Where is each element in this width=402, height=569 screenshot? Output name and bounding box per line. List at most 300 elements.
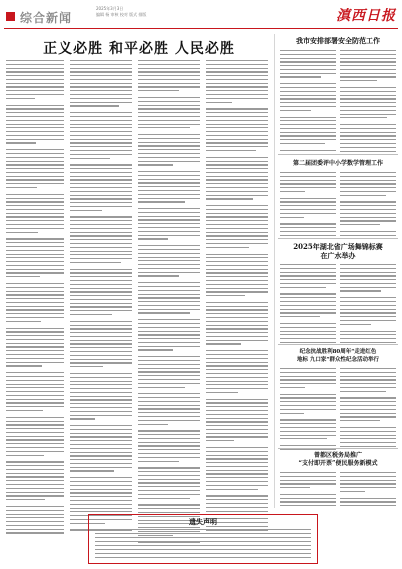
- text-line: [95, 557, 311, 558]
- text-line: [206, 239, 268, 240]
- text-line: [70, 362, 132, 363]
- text-line: [70, 94, 132, 95]
- text-line: [6, 461, 64, 462]
- text-line: [6, 484, 64, 485]
- text-line: [206, 112, 268, 113]
- text-line: [138, 356, 200, 357]
- side-article-1-body-a: [280, 50, 336, 157]
- text-line: [6, 216, 64, 217]
- text-line: [206, 161, 268, 162]
- text-line: [206, 209, 268, 210]
- text-line: [280, 76, 321, 77]
- text-line: [206, 176, 268, 177]
- text-line: [95, 549, 311, 550]
- side-article-2-body-a: [280, 172, 336, 239]
- text-line: [70, 366, 103, 367]
- text-line: [138, 194, 200, 195]
- text-line: [138, 145, 200, 146]
- text-line: [206, 243, 268, 244]
- text-line: [6, 335, 64, 336]
- text-line: [70, 321, 132, 322]
- text-line: [6, 194, 64, 195]
- text-line: [95, 537, 311, 538]
- text-line: [206, 481, 268, 482]
- text-line: [280, 183, 336, 184]
- text-line: [138, 494, 200, 495]
- text-line: [138, 449, 200, 450]
- text-line: [70, 418, 95, 419]
- text-line: [340, 80, 377, 81]
- text-line: [206, 276, 268, 277]
- text-line: [280, 110, 311, 111]
- text-line: [206, 489, 258, 490]
- text-line: [138, 412, 200, 413]
- issue-meta: [96, 6, 146, 18]
- text-line: [6, 399, 64, 400]
- text-line: [6, 521, 64, 522]
- text-line: [138, 75, 200, 76]
- side-headline-line: 2025年湖北省广场舞锦标赛: [293, 242, 383, 251]
- text-line: [206, 116, 268, 117]
- text-line: [206, 414, 268, 415]
- text-line: [138, 297, 200, 298]
- text-line: [6, 124, 64, 125]
- text-line: [340, 87, 396, 88]
- text-line: [206, 369, 268, 370]
- text-line: [280, 231, 336, 232]
- notice-title: 遗失声明: [189, 518, 217, 526]
- text-line: [6, 131, 64, 132]
- text-line: [206, 309, 268, 310]
- text-line: [206, 458, 268, 459]
- text-line: [280, 505, 336, 506]
- text-line: [70, 314, 112, 315]
- text-line: [70, 239, 132, 240]
- text-line: [340, 213, 396, 214]
- text-line: [138, 179, 200, 180]
- text-line: [206, 321, 268, 322]
- text-line: [280, 287, 326, 288]
- text-line: [6, 283, 64, 284]
- text-line: [340, 301, 396, 302]
- text-line: [280, 297, 336, 298]
- text-line: [280, 472, 336, 473]
- text-line: [138, 312, 190, 313]
- text-line: [280, 275, 336, 276]
- text-line: [70, 210, 102, 211]
- text-line: [138, 323, 200, 324]
- text-line: [6, 480, 64, 481]
- text-line: [6, 224, 64, 225]
- text-line: [340, 151, 396, 152]
- text-line: [6, 220, 64, 221]
- text-line: [340, 379, 396, 380]
- text-line: [6, 105, 64, 106]
- text-line: [206, 507, 268, 508]
- text-line: [70, 504, 132, 505]
- text-line: [70, 459, 132, 460]
- text-line: [70, 243, 132, 244]
- text-line: [280, 394, 336, 395]
- text-line: [280, 483, 336, 484]
- text-line: [280, 487, 310, 488]
- text-line: [6, 476, 64, 477]
- text-line: [206, 328, 268, 329]
- text-line: [206, 172, 268, 173]
- text-line: [6, 517, 64, 518]
- text-line: [206, 195, 268, 196]
- text-line: [6, 60, 64, 61]
- side-article-3-body-b: [340, 264, 396, 346]
- text-line: [138, 64, 200, 65]
- text-line: [70, 280, 132, 281]
- lost-notice-box: [88, 514, 318, 564]
- notice-body: [95, 529, 311, 561]
- text-line: [6, 294, 64, 295]
- text-line: [206, 60, 268, 61]
- text-line: [280, 209, 336, 210]
- text-line: [206, 462, 268, 463]
- text-line: [206, 381, 268, 382]
- text-line: [280, 191, 305, 192]
- text-line: [206, 332, 268, 333]
- text-line: [340, 320, 396, 321]
- text-line: [206, 198, 253, 199]
- text-line: [70, 247, 132, 248]
- text-line: [138, 68, 200, 69]
- text-line: [6, 228, 64, 229]
- text-line: [340, 476, 396, 477]
- text-line: [340, 124, 396, 125]
- text-line: [340, 498, 396, 499]
- text-line: [340, 305, 396, 306]
- text-line: [206, 406, 268, 407]
- text-line: [206, 466, 268, 467]
- text-line: [138, 212, 200, 213]
- text-line: [70, 216, 132, 217]
- text-line: [70, 75, 132, 76]
- text-line: [70, 425, 132, 426]
- text-line: [138, 461, 179, 462]
- text-line: [280, 272, 336, 273]
- text-line: [138, 479, 200, 480]
- text-line: [6, 317, 64, 318]
- text-line: [206, 418, 268, 419]
- text-line: [70, 303, 132, 304]
- text-line: [6, 436, 64, 437]
- text-line: [206, 131, 268, 132]
- text-line: [340, 106, 396, 107]
- text-line: [70, 120, 132, 121]
- text-line: [138, 149, 200, 150]
- text-line: [340, 405, 396, 406]
- text-line: [280, 176, 336, 177]
- text-line: [206, 187, 268, 188]
- text-line: [206, 90, 268, 91]
- text-line: [206, 421, 268, 422]
- text-line: [6, 232, 38, 233]
- text-line: [70, 202, 132, 203]
- text-line: [6, 164, 64, 165]
- text-line: [70, 83, 132, 84]
- text-line: [206, 313, 268, 314]
- text-line: [280, 120, 336, 121]
- text-line: [206, 120, 268, 121]
- text-line: [6, 183, 64, 184]
- text-line: [280, 61, 336, 62]
- text-line: [70, 228, 132, 229]
- text-line: [206, 388, 268, 389]
- newspaper-logo: 滇西日报: [336, 8, 396, 24]
- text-line: [280, 50, 336, 51]
- text-line: [280, 301, 336, 302]
- text-line: [340, 58, 396, 59]
- text-line: [70, 158, 110, 159]
- side-headline-line: 地标 九口家”群众性纪念活动举行: [296, 357, 380, 363]
- text-line: [280, 498, 336, 499]
- text-line: [6, 354, 64, 355]
- text-line: [70, 403, 132, 404]
- text-line: [6, 421, 64, 422]
- text-line: [280, 283, 336, 284]
- text-line: [138, 161, 200, 162]
- text-line: [70, 131, 132, 132]
- text-line: [95, 529, 311, 530]
- text-line: [206, 83, 268, 84]
- text-line: [280, 69, 336, 70]
- text-line: [206, 139, 268, 140]
- text-line: [206, 495, 268, 496]
- text-line: [340, 191, 396, 192]
- text-line: [70, 384, 132, 385]
- text-line: [70, 481, 132, 482]
- text-line: [70, 377, 132, 378]
- text-line: [280, 54, 336, 55]
- text-line: [70, 355, 132, 356]
- text-line: [280, 98, 336, 99]
- text-line: [206, 477, 268, 478]
- text-line: [6, 86, 64, 87]
- text-line: [340, 387, 396, 388]
- side-headline-2: [278, 158, 398, 167]
- text-line: [138, 397, 200, 398]
- text-line: [138, 430, 200, 431]
- text-line: [70, 467, 132, 468]
- side-article-4-body-b: [340, 368, 396, 450]
- text-line: [206, 425, 268, 426]
- text-line: [70, 60, 132, 61]
- text-line: [70, 448, 132, 449]
- text-line: [138, 79, 200, 80]
- text-line: [340, 324, 371, 325]
- text-line: [206, 179, 268, 180]
- text-line: [340, 368, 396, 369]
- text-line: [6, 395, 64, 396]
- text-line: [70, 310, 132, 311]
- text-line: [340, 183, 396, 184]
- text-line: [70, 139, 132, 140]
- text-line: [70, 381, 132, 382]
- text-line: [280, 180, 336, 181]
- text-line: [340, 180, 396, 181]
- text-line: [206, 235, 268, 236]
- text-line: [6, 417, 64, 418]
- text-line: [70, 429, 132, 430]
- text-line: [206, 429, 268, 430]
- text-line: [280, 205, 336, 206]
- issue-meta-line: 2025年3月3日: [96, 6, 124, 11]
- text-line: [70, 232, 132, 233]
- text-line: [206, 402, 268, 403]
- side-article-5-body-a: [280, 472, 336, 509]
- text-line: [340, 416, 396, 417]
- text-line: [280, 91, 336, 92]
- text-line: [70, 235, 132, 236]
- side-headline-5: [278, 452, 398, 468]
- text-line: [206, 302, 268, 303]
- text-line: [340, 505, 396, 506]
- text-line: [70, 68, 132, 69]
- text-line: [340, 143, 396, 144]
- text-line: [6, 465, 64, 466]
- text-line: [280, 431, 336, 432]
- text-line: [206, 485, 268, 486]
- text-line: [70, 135, 132, 136]
- side-headline-3: [278, 242, 398, 260]
- text-line: [206, 75, 268, 76]
- text-line: [138, 408, 200, 409]
- text-line: [138, 257, 200, 258]
- text-line: [70, 440, 132, 441]
- text-line: [70, 183, 132, 184]
- text-line: [70, 79, 132, 80]
- text-line: [6, 172, 64, 173]
- text-line: [340, 275, 396, 276]
- text-line: [280, 476, 336, 477]
- text-line: [280, 217, 304, 218]
- text-line: [280, 342, 336, 343]
- text-line: [280, 135, 336, 136]
- text-line: [340, 372, 396, 373]
- text-line: [340, 201, 396, 202]
- text-line: [340, 235, 396, 236]
- text-line: [138, 434, 200, 435]
- text-line: [206, 108, 268, 109]
- text-line: [70, 343, 132, 344]
- text-line: [340, 128, 396, 129]
- text-line: [206, 124, 268, 125]
- text-line: [95, 553, 311, 554]
- text-line: [280, 435, 336, 436]
- text-line: [138, 305, 200, 306]
- text-line: [6, 447, 64, 448]
- text-line: [138, 375, 200, 376]
- text-line: [138, 260, 200, 261]
- text-line: [280, 338, 336, 339]
- side-headline-line: 在广水举办: [320, 251, 356, 260]
- text-line: [6, 257, 64, 258]
- text-line: [138, 319, 200, 320]
- text-line: [70, 359, 132, 360]
- text-line: [70, 269, 132, 270]
- text-line: [206, 440, 234, 441]
- text-line: [6, 428, 64, 429]
- text-line: [70, 455, 132, 456]
- text-line: [6, 309, 64, 310]
- text-line: [280, 379, 336, 380]
- text-line: [70, 511, 132, 512]
- text-line: [70, 102, 132, 103]
- text-line: [6, 265, 64, 266]
- text-line: [340, 501, 396, 502]
- text-line: [6, 380, 64, 381]
- text-line: [340, 110, 396, 111]
- text-line: [70, 328, 132, 329]
- side-headline-line: 第二届团委评中小学数学管理工作: [292, 160, 383, 167]
- text-line: [6, 387, 64, 388]
- text-line: [70, 508, 132, 509]
- text-line: [280, 73, 336, 74]
- text-line: [70, 251, 132, 252]
- column-divider: [274, 34, 275, 508]
- text-line: [6, 439, 64, 440]
- text-line: [340, 483, 396, 484]
- text-line: [70, 407, 132, 408]
- text-line: [206, 410, 268, 411]
- text-line: [70, 388, 132, 389]
- text-line: [6, 510, 64, 511]
- text-line: [206, 436, 268, 437]
- text-line: [206, 64, 268, 65]
- text-line: [70, 477, 132, 478]
- text-line: [340, 54, 396, 55]
- text-line: [6, 298, 64, 299]
- text-line: [138, 105, 200, 106]
- text-line: [70, 436, 132, 437]
- text-line: [6, 346, 64, 347]
- text-line: [70, 191, 132, 192]
- text-line: [206, 98, 268, 99]
- text-line: [280, 87, 336, 88]
- text-line: [138, 371, 200, 372]
- text-line: [6, 443, 64, 444]
- text-line: [138, 334, 200, 335]
- text-line: [6, 276, 40, 277]
- text-line: [6, 261, 64, 262]
- text-line: [206, 447, 268, 448]
- text-line: [138, 216, 200, 217]
- text-line: [70, 116, 132, 117]
- text-line: [280, 83, 336, 84]
- text-line: [340, 69, 396, 70]
- text-line: [206, 68, 268, 69]
- text-line: [340, 431, 396, 432]
- text-line: [70, 489, 132, 490]
- text-line: [6, 451, 64, 452]
- text-line: [6, 358, 64, 359]
- text-line: [206, 392, 238, 393]
- text-line: [70, 224, 132, 225]
- text-line: [280, 143, 325, 144]
- text-line: [138, 249, 200, 250]
- text-line: [340, 442, 396, 443]
- text-line: [95, 545, 311, 546]
- text-line: [6, 384, 64, 385]
- text-line: [70, 272, 132, 273]
- text-line: [138, 272, 200, 273]
- text-line: [138, 112, 200, 113]
- text-line: [340, 217, 396, 218]
